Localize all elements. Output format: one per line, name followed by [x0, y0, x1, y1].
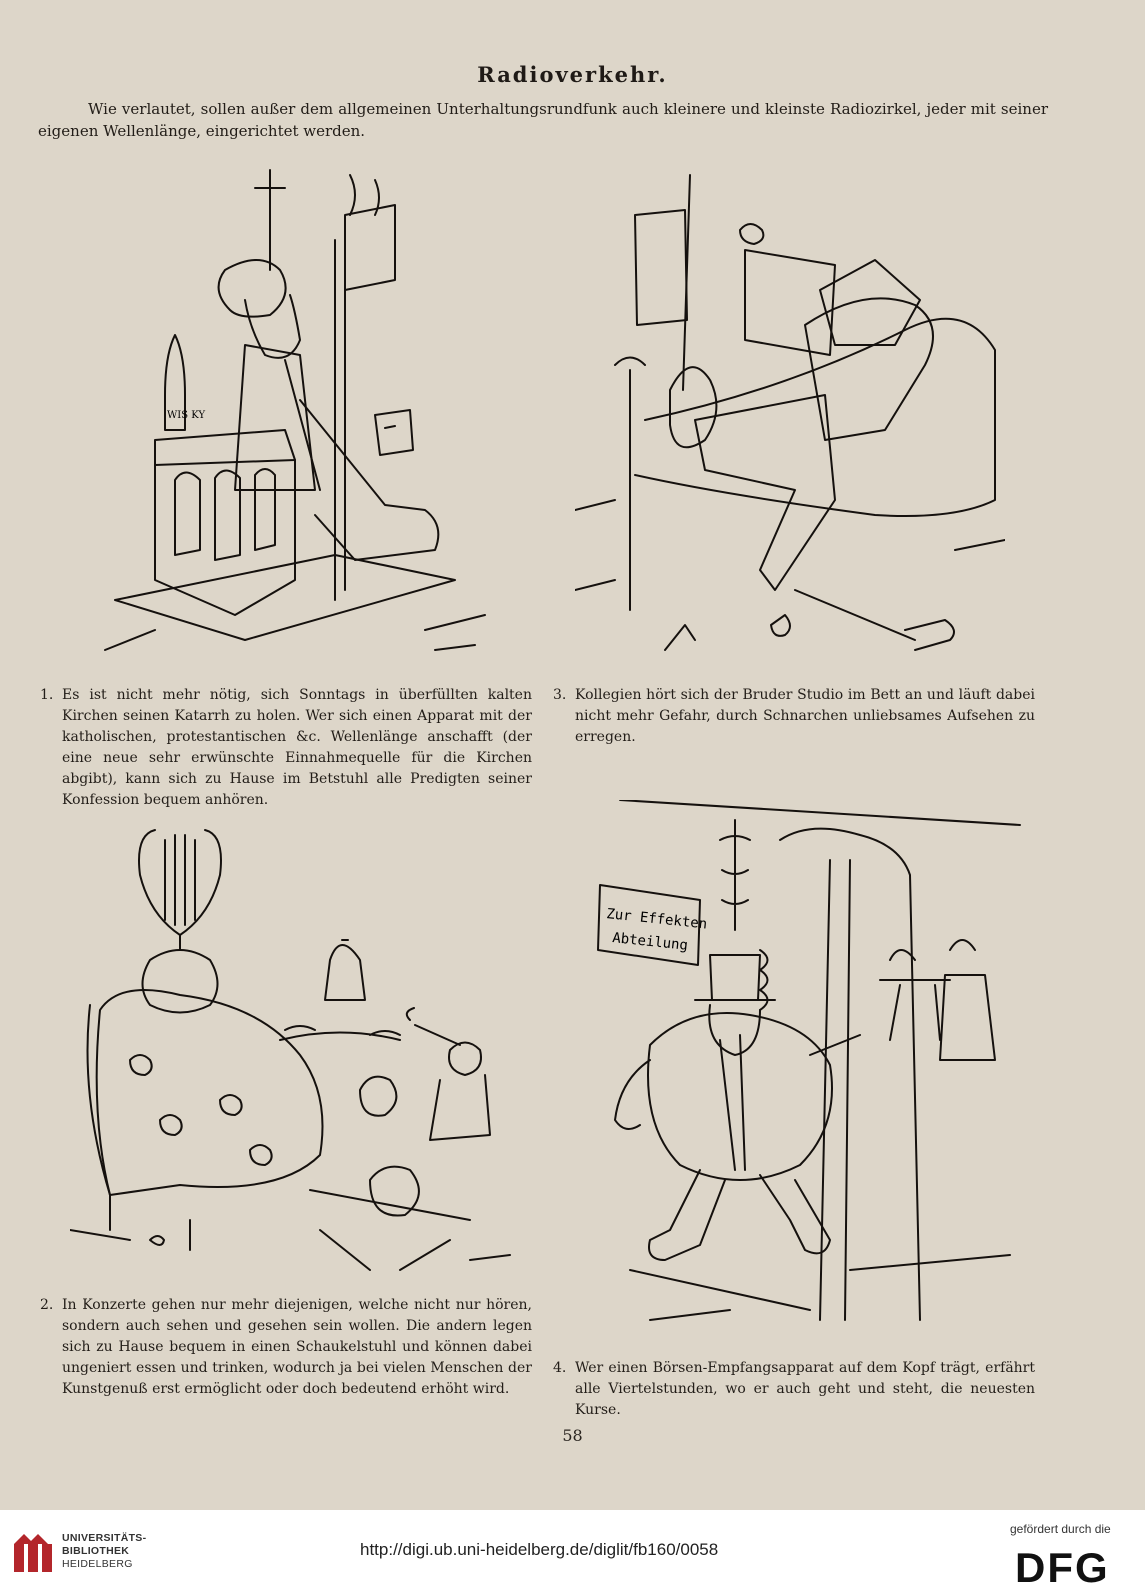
- caption-4: [553, 1358, 1035, 1421]
- dfg-logo: [1015, 1544, 1133, 1586]
- sign-line-1: Zur Effekten: [605, 906, 708, 933]
- caption-1-number: 1.: [40, 687, 54, 703]
- funding-note: gefördert durch die: [1010, 1522, 1111, 1536]
- caption-4-text: Wer einen Börsen-Empfangsapparat auf dem Kopf trägt, erfährt alle Viertelstunden, wo er auch geht und steht, die neuesten Kurse.: [575, 1360, 1035, 1418]
- caption-4-number: 4.: [553, 1360, 567, 1376]
- illustration-student-bed: [575, 170, 1005, 670]
- dfg-logo-text: DFG: [1015, 1544, 1110, 1586]
- caption-1: [40, 685, 532, 811]
- permalink-url[interactable]: http://digi.ub.uni-heidelberg.de/diglit/fb160/0058: [360, 1540, 719, 1559]
- caption-2-number: 2.: [40, 1297, 54, 1313]
- library-name: UNIVERSITÄTS- BIBLIOTHEK HEIDELBERG: [62, 1532, 147, 1570]
- library-logo-icon: [12, 1530, 54, 1574]
- intro-paragraph: Wie verlautet, sollen außer dem allgemeinen Unterhaltungsrundfunk auch kleinere und kleinste Radiozirkel, jeder mit seiner eigenen Wellenlänge, eingerichtet werden.: [38, 100, 1048, 140]
- illustration-church-radio: [95, 160, 495, 670]
- caption-1-text: Es ist nicht mehr nötig, sich Sonntags in überfüllten kalten Kirchen seinen Katarrh zu holen. Wer sich einen Apparat mit der katholischen, protestantischen &c. Wellenlänge anschafft (der eine neue sehr erwünschte Einnahmequelle für die Kirchen abgibt), kann sich zu Hause im Betstuhl alle Predigten seiner Konfession bequem anhören.: [62, 687, 532, 808]
- caption-3-text: Kollegien hört sich der Bruder Studio im Bett an und läuft dabei nicht mehr Gefahr, durch Schnarchen unliebsames Aufsehen zu erregen.: [575, 687, 1035, 745]
- caption-2-text: In Konzerte gehen nur mehr diejenigen, welche nicht nur hören, sondern auch sehen und gesehen sein wollen. Die andern legen sich zu Hause bequem in einen Schaukelstuhl und können dabei ungeniert essen und trinken, wodurch ja bei vielen Menschen der Kunstgenuß erst ermöglicht oder doch bedeutend erhöht wird.: [62, 1297, 532, 1397]
- illustration-stock-exchange: [590, 800, 1030, 1330]
- illustration-home-concert: [70, 800, 530, 1280]
- bottle-label: WIS KY: [167, 410, 206, 421]
- caption-3: [553, 685, 1035, 748]
- footer-bar: [0, 1510, 1145, 1595]
- caption-2: [40, 1295, 532, 1400]
- page-title: Radioverkehr.: [477, 62, 668, 87]
- page-number: 58: [562, 1426, 583, 1445]
- caption-3-number: 3.: [553, 687, 567, 703]
- sign-line-2: Abteilung: [611, 930, 689, 954]
